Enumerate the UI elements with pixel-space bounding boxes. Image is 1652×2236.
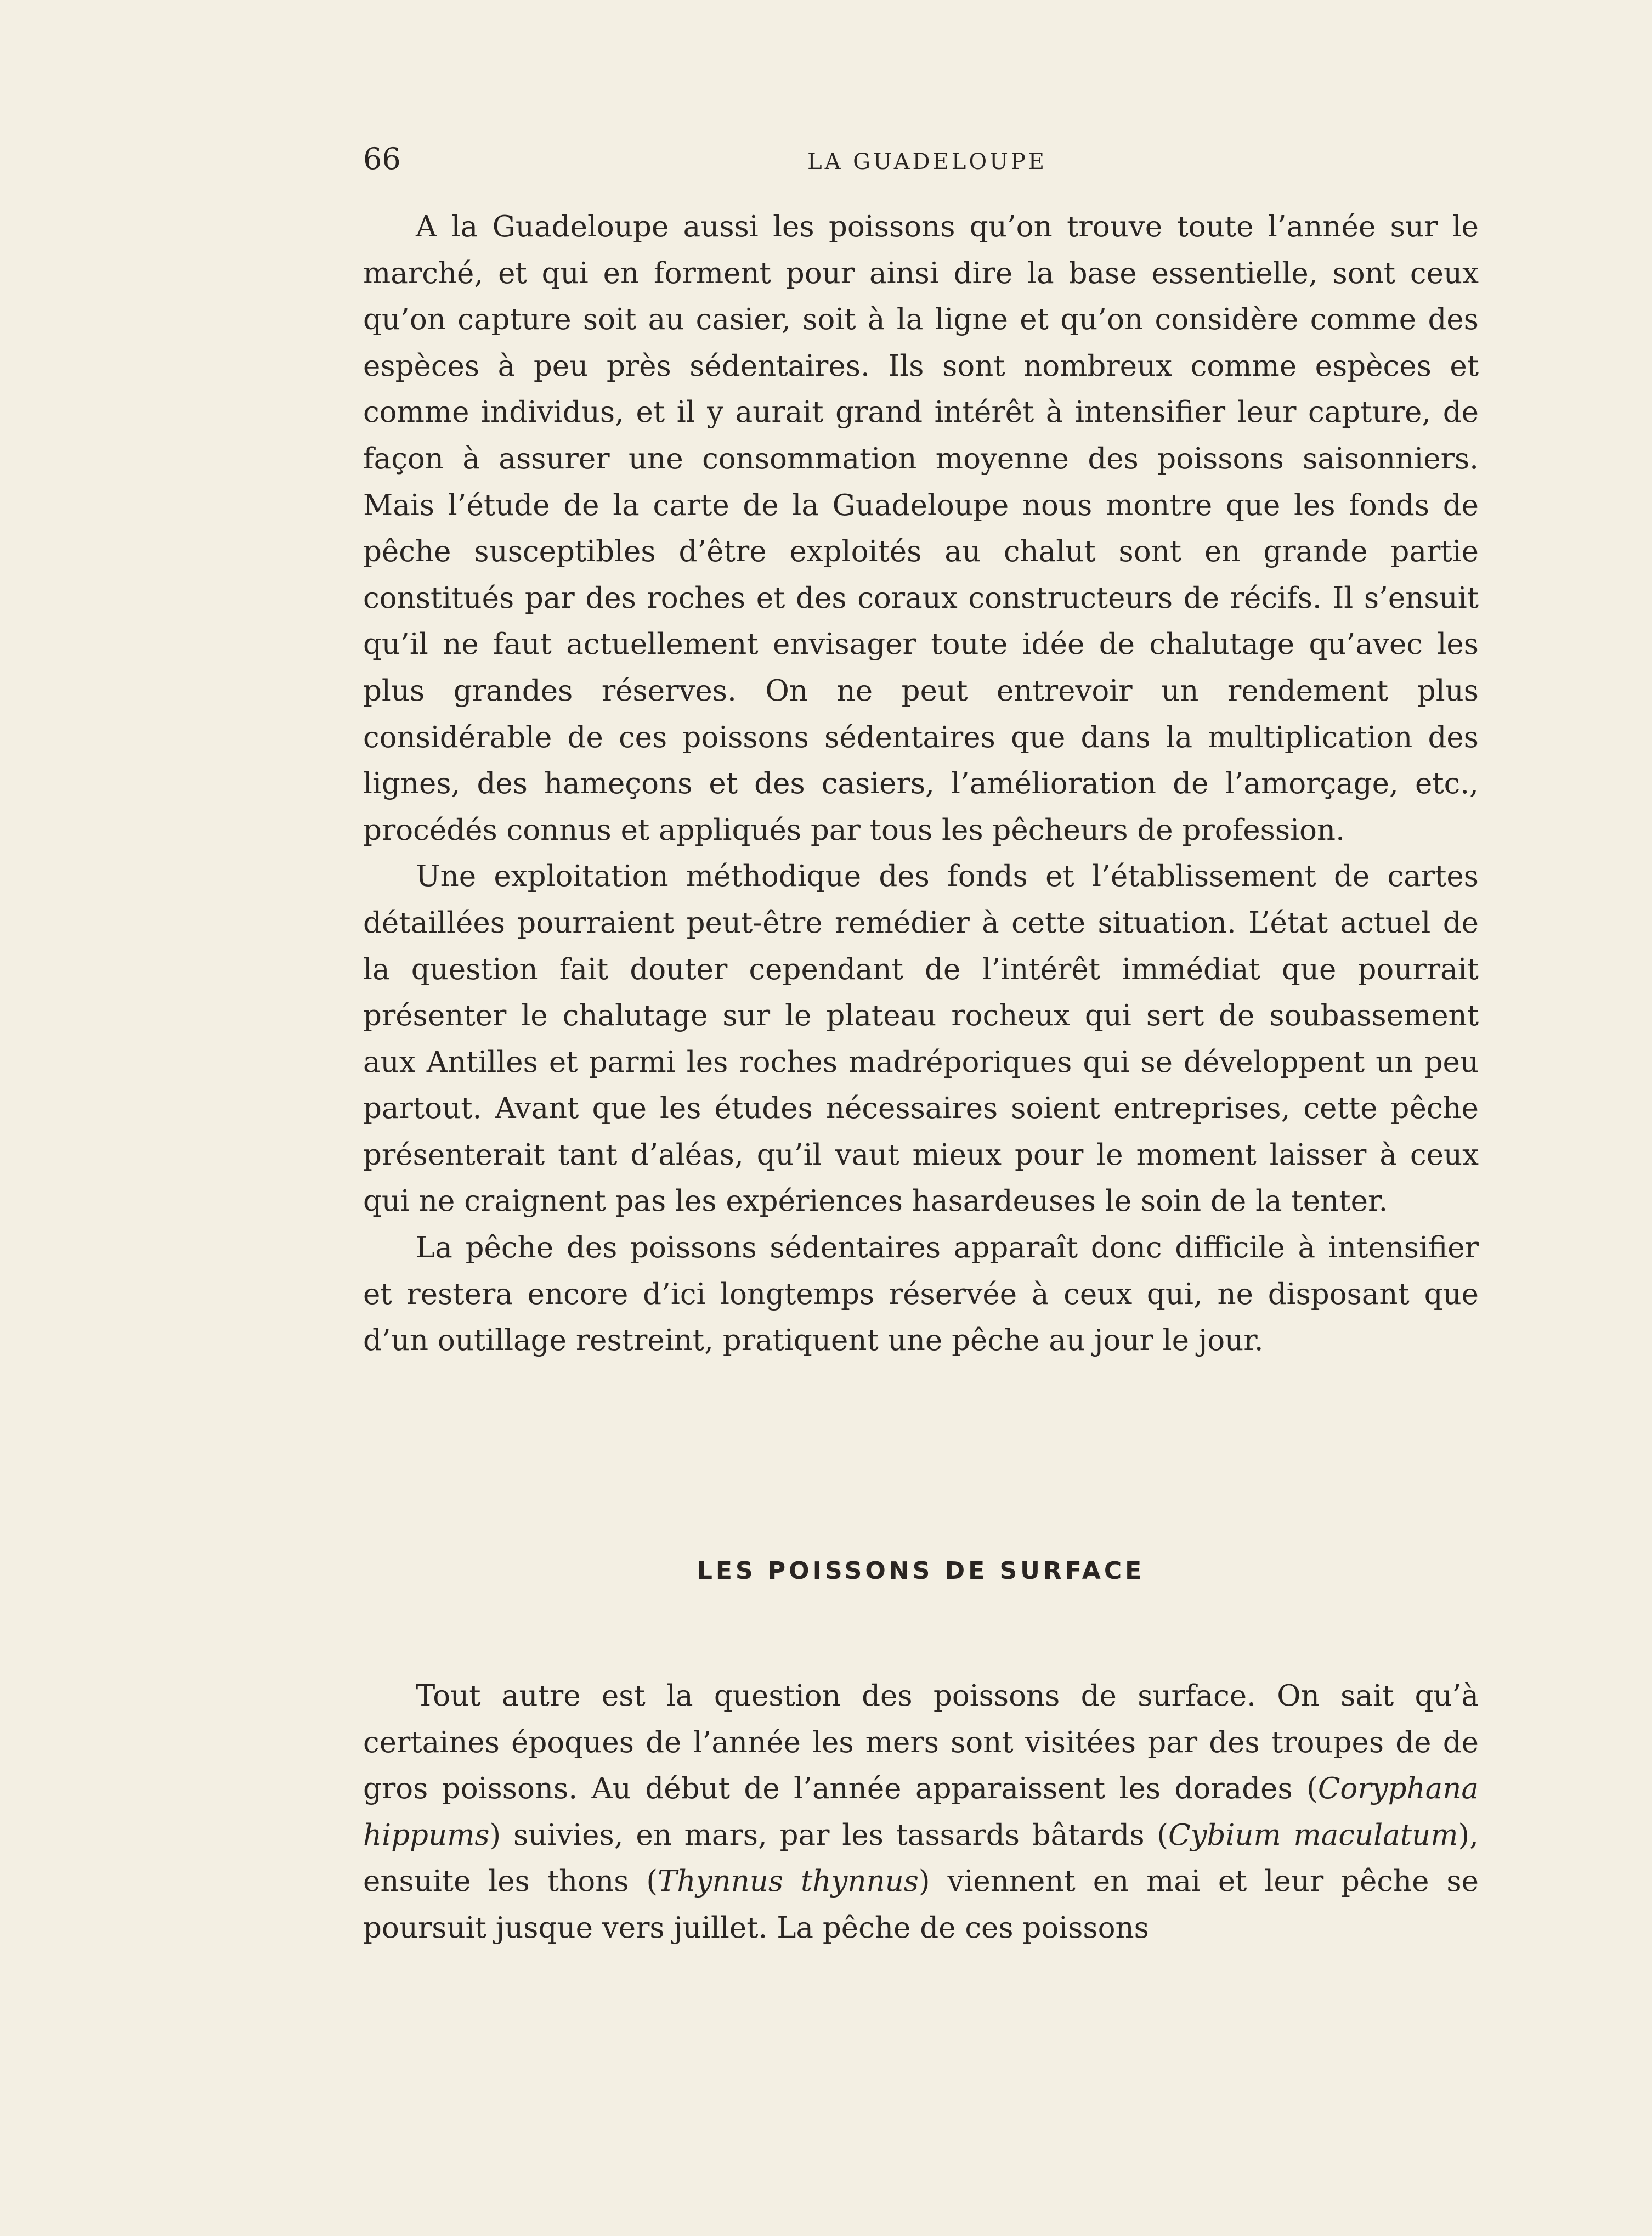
species-name: Coryphana hippums xyxy=(363,1772,1479,1852)
section-heading: LES POISSONS DE SURFACE xyxy=(697,1557,1145,1585)
body-text-section-1 xyxy=(363,204,1479,1364)
paragraph: La pêche des poissons sédentaires apparaît donc difficile à intensifier et restera encore d’ici longtemps réservée à ceux qui, ne disposant que d’un outillage restreint, pratiquent une pêche au jour le jour. xyxy=(363,1231,1479,1358)
species-name: Cybium maculatum xyxy=(1168,1818,1458,1852)
species-name: Thynnus thynnus xyxy=(658,1865,919,1899)
paragraph: A la Guadeloupe aussi les poissons qu’on trouve toute l’année sur le marché, et qui en forment pour ainsi dire la base essentielle, sont ceux qu’on capture soit au casier, soit à la ligne et qu’on considère comme des espèces à peu près sédentaires. Ils sont nombreux comme espèces et comme individus, et il y aurait grand intérêt à intensifier leur capture, de façon à assurer une consommation moyenne des poissons saisonniers. Mais l’étude de la carte de la Guadeloupe nous montre que les fonds de pêche susceptibles d’être exploités au chalut sont en grande partie constitués par des roches et des coraux constructeurs de récifs. Il s’ensuit qu’il ne faut actuellement envisager toute idée de chalutage qu’avec les plus grandes réserves. On ne peut entrevoir un rendement plus considérable de ces poissons sédentaires que dans la multiplication des lignes, des hameçons et des casiers, l’amélioration de l’amorçage, etc., procédés connus et appliqués par tous les pêcheurs de profession. xyxy=(363,210,1479,847)
page-number: 66 xyxy=(363,142,401,176)
text-run: ) suivies, en mars, par les tassards bâtards ( xyxy=(489,1818,1169,1852)
running-title: LA GUADELOUPE xyxy=(807,149,1047,174)
body-text-section-2 xyxy=(363,1673,1479,1952)
paragraph: Une exploitation méthodique des fonds et l’établissement de cartes détaillées pourraient peut-être remédier à cette situation. L’état actuel de la question fait douter cependant de l’intérêt immédiat que pourrait présenter le chalutage sur le plateau rocheux qui sert de soubassement aux Antilles et parmi les roches madréporiques qui se développent un peu partout. Avant que les études nécessaires soient entreprises, cette pêche présenterait tant d’aléas, qu’il vaut mieux pour le moment laisser à ceux qui ne craignent pas les expériences hasardeuses le soin de la tenter. xyxy=(363,860,1479,1218)
text-run: ) viennent en mai et leur pêche se poursuit jusque vers juillet. La pêche de ces poissons xyxy=(363,1865,1479,1945)
text-run: ), ensuite les thons ( xyxy=(363,1818,1479,1899)
text-run: Tout autre est la question des poissons de surface. On sait qu’à certaines époques de l’année les mers sont visitées par des troupes de de gros poissons. Au début de l’année apparaissent les dorades ( xyxy=(363,1679,1479,1806)
page-header xyxy=(363,142,1479,185)
paragraph xyxy=(363,1673,1479,1952)
